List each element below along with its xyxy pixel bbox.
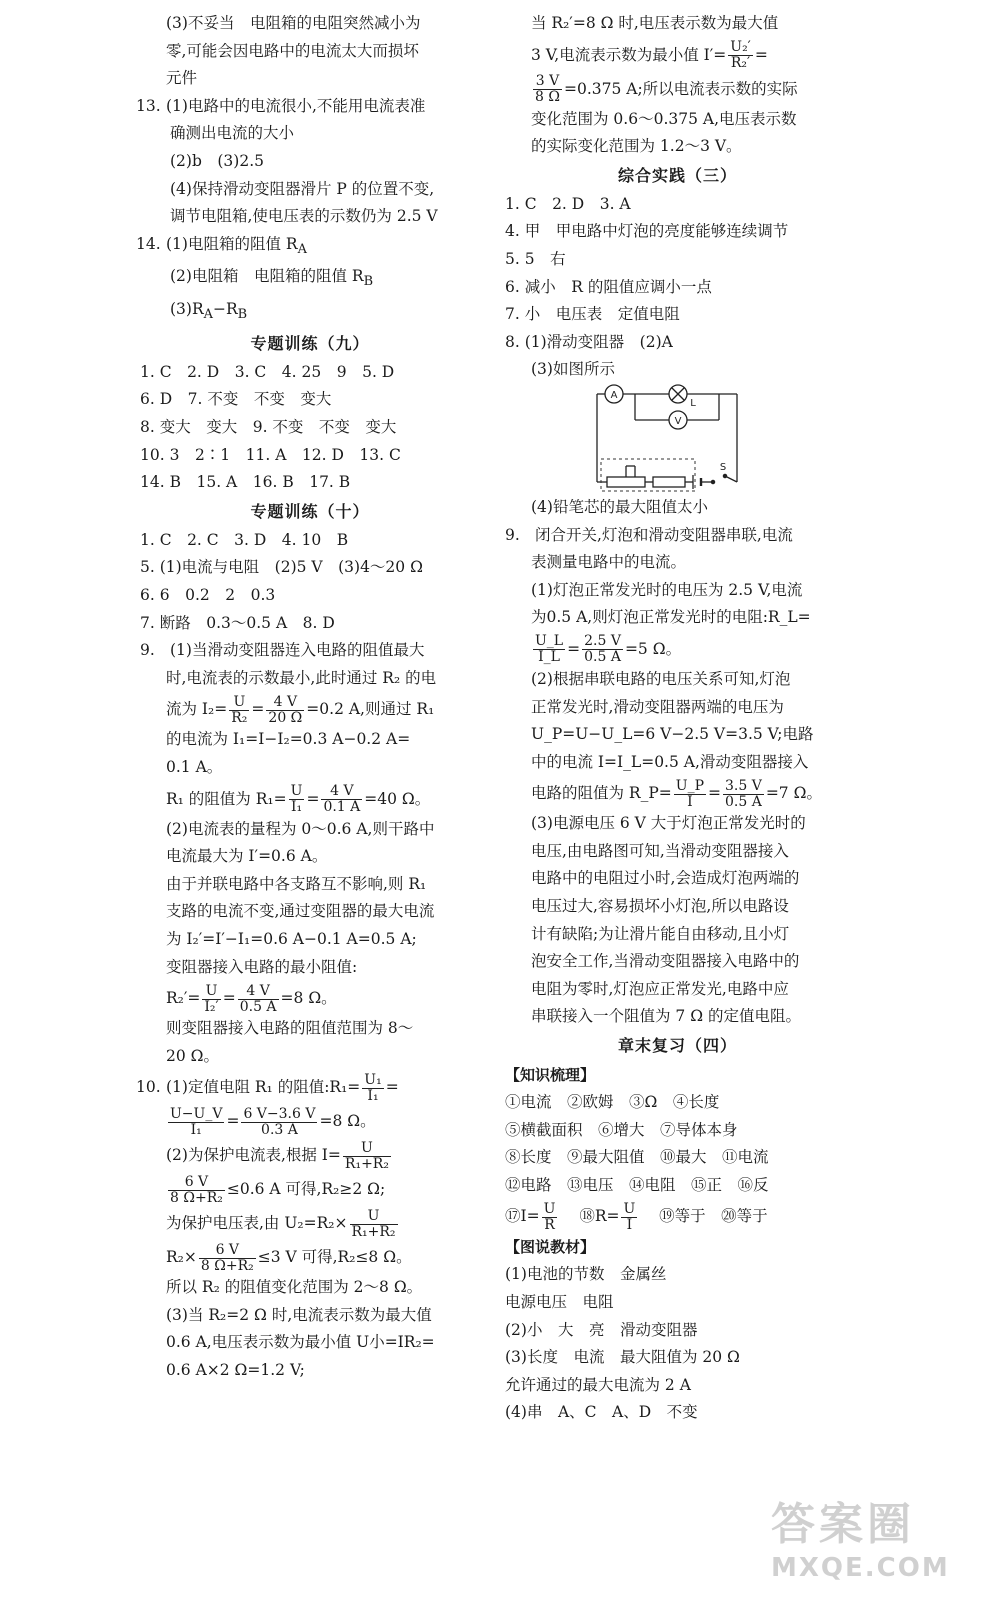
formula-line [140, 1240, 480, 1274]
right-column [505, 10, 850, 1427]
text-line: 由于并联电路中各支路互不影响,则 R₁ [166, 874, 427, 893]
fraction: $\frac{6 V}{\text{8 Ω+R₂}}$ [170, 1173, 223, 1206]
text-line: (3)电源电压 6 V 大于灯泡正常发光时的 [531, 814, 806, 833]
text-line: 0.6 A,电压表示数为最小值 U小=IR₂= [166, 1333, 435, 1352]
text-line [140, 263, 480, 296]
text-segment: 为保护电压表,由 U₂=R₂× [166, 1214, 348, 1233]
subsection-heading: 【图说教材】 [505, 1238, 596, 1257]
subscript: B [363, 274, 374, 290]
text-line: (2)根据串联电路的电压关系可知,灯泡 [531, 669, 791, 688]
text-segment: 流为 I₂= [166, 700, 228, 719]
text-segment: = [306, 789, 320, 808]
fraction: $\frac{U}{\text{R₁+R₂}}$ [351, 1207, 396, 1240]
answer-line: (4)串 A、C A、D 不变 [505, 1403, 698, 1422]
text-line: 零,可能会因电路中的电流太大而损坏 [166, 41, 419, 60]
text-line: 正常发光时,滑动变阻器两端的电压为 [531, 697, 784, 716]
answer-line: 1. C 2. D 3. C 4. 25 9 5. D [140, 362, 395, 381]
text-segment: = [707, 784, 721, 803]
fraction: $\frac{U}{R}$ [543, 1200, 556, 1233]
subscript: B [237, 307, 248, 323]
text-line: 元件 [166, 69, 198, 88]
question-14 [136, 231, 480, 264]
text-line: 闭合开关,灯泡和滑动变阻器串联,电流 [535, 525, 793, 544]
answer-line: 6. D 7. 不变 不变 变大 [140, 390, 332, 409]
text-line: (3)如图所示 [531, 360, 615, 379]
text-segment: (2)为保护电流表,根据 I= [166, 1146, 341, 1165]
question-9-practice [505, 522, 850, 550]
text-segment: = [226, 1112, 240, 1131]
text-line: 时,电流表的示数最小,此时通过 R₂ 的电 [166, 668, 437, 687]
answer-line: 8. (1)滑动变阻器 (2)A [505, 332, 673, 351]
fraction: $\frac{U}{\text{R₂}}$ [231, 693, 248, 726]
text-segment: = [567, 639, 581, 658]
text-line: 电压过大,容易损坏小灯泡,所以电路设 [531, 897, 789, 916]
formula-line [140, 782, 480, 816]
answer-line: 4. 甲 甲电路中灯泡的亮度能够连续调节 [505, 222, 789, 241]
fraction: $\frac{\text{U₂′}}{\text{R₂′}}$ [730, 39, 751, 72]
text-segment: =40 Ω。 [364, 789, 431, 808]
text-segment: (2)电阻箱 电阻箱的阻值 R [170, 267, 364, 286]
formula-line [140, 981, 480, 1015]
fraction: $\frac{3.5 V}{0.5 A}$ [724, 777, 762, 810]
text-segment: −R [212, 300, 238, 319]
answer-line: 5. 5 右 [505, 249, 566, 268]
formula-line [140, 1206, 480, 1240]
answer-line: ⑫电路 ⑬电压 ⑭电阻 ⑮正 ⑯反 [505, 1175, 769, 1194]
answer-line: 6. 减小 R 的阻值应调小一点 [505, 277, 712, 296]
text-segment: = [754, 45, 768, 64]
answer-line: 8. 变大 变大 9. 不变 不变 变大 [140, 418, 397, 436]
text-segment: (3)R [170, 300, 204, 319]
question-number: 14. [136, 234, 161, 253]
formula-line [140, 1104, 480, 1138]
question-10 [136, 1070, 480, 1104]
question-9 [140, 637, 480, 665]
text-line: (1)当滑动变阻器连入电路的阻值最大 [170, 641, 425, 660]
section-heading: 综合实践（三） [617, 165, 737, 185]
text-segment: =5 Ω。 [624, 639, 682, 658]
text-line: (1)灯泡正常发光时的电压为 2.5 V,电流 [531, 580, 803, 599]
answer-line: 5. (1)电流与电阻 (2)5 V (3)4～20 Ω [140, 558, 423, 577]
answer-line: (2)小 大 亮 滑动变阻器 [505, 1320, 698, 1339]
fraction: $\frac{4 V}{0.5 A}$ [239, 982, 277, 1015]
answer-line: 1. C 2. D 3. A [505, 194, 631, 213]
fraction: $\frac{U\_L}{I\_L}$ [535, 633, 564, 666]
text-line: 当 R₂′=8 Ω 时,电压表示数为最大值 [531, 14, 779, 32]
text-segment: =7 Ω。 [765, 784, 822, 803]
formula-line [140, 1172, 480, 1206]
text-segment: 3 V,电流表示数为最小值 I′= [531, 45, 727, 64]
answer-line: 10. 3 2∶1 11. A 12. D 13. C [140, 445, 401, 464]
text-line: 的电流为 I₁=I−I₂=0.3 A−0.2 A= [166, 730, 411, 749]
text-line: 支路的电流不变,通过变阻器的最大电流 [166, 902, 435, 921]
answer-line: (3)长度 电流 最大阻值为 20 Ω [505, 1348, 740, 1367]
text-line: (1)电路中的电流很小,不能用电流表准 [166, 96, 426, 115]
text-line: 电路中的电阻过小时,会造成灯泡两端的 [531, 869, 800, 888]
text-line: 20 Ω。 [166, 1046, 220, 1065]
text-line: (2)电流表的量程为 0～0.6 A,则干路中 [166, 819, 435, 838]
text-segment: ⑱R= [579, 1207, 620, 1226]
section-heading: 专题训练（十） [250, 501, 370, 521]
text-line: 电阻为零时,灯泡应正常发光,电路中应 [531, 979, 789, 998]
text-segment: ⑲等于 ⑳等于 [659, 1207, 768, 1226]
answer-line: 7. 断路 0.3～0.5 A 8. D [140, 613, 335, 632]
text-line: 电压,由电路图可知,当滑动变阻器接入 [531, 841, 789, 860]
subscript: A [297, 241, 307, 257]
ammeter-label: A [610, 389, 618, 401]
text-segment: R₂× [166, 1248, 197, 1267]
answer-line: 7. 小 电压表 定值电阻 [505, 305, 680, 324]
text-line: 所以 R₂ 的阻值变化范围为 2～8 Ω。 [166, 1278, 423, 1297]
fraction: $\frac{U-U\_V}{\text{I₁}}$ [170, 1105, 223, 1138]
text-line: (2)b (3)2.5 [170, 151, 264, 170]
formula-line [505, 72, 850, 106]
circuit-svg [585, 384, 745, 492]
circuit-diagram [505, 384, 850, 494]
answer-line: 允许通过的最大电流为 2 A [505, 1375, 691, 1394]
text-segment: R₂′= [166, 989, 201, 1008]
formula-line [505, 776, 850, 810]
formula-line [505, 632, 850, 666]
fraction: $\frac{U}{\text{R₁+R₂}}$ [344, 1139, 389, 1172]
fraction: $\frac{U\_P}{I}$ [675, 777, 704, 810]
text-line: 则变阻器接入电路的阻值范围为 8～ [166, 1019, 414, 1038]
text-line: 为0.5 A,则灯泡正常发光时的电阻:R_L= [531, 608, 811, 627]
text-segment: R₁ 的阻值为 R₁= [166, 789, 287, 808]
text-line: 调节电阻箱,使电压表的示数仍为 2.5 V [170, 207, 438, 226]
text-line: 为 I₂′=I′−I₁=0.6 A−0.1 A=0.5 A; [166, 929, 417, 948]
fraction: $\frac{U}{\text{I₂′}}$ [204, 982, 219, 1015]
answer-line: ⑤横截面积 ⑥增大 ⑦导体本身 [505, 1120, 738, 1139]
text-line: U_P=U−U_L=6 V−2.5 V=3.5 V;电路 [531, 725, 814, 744]
text-line: (4)保持滑动变阻器滑片 P 的位置不变, [170, 179, 435, 198]
left-column [136, 10, 480, 1385]
fraction: $\frac{U}{I}$ [623, 1200, 636, 1233]
text-line: 变化范围为 0.6～0.375 A,电压表示数 [531, 109, 797, 128]
answer-line: 6. 6 0.2 2 0.3 [140, 585, 276, 604]
switch-label: S [719, 461, 727, 473]
section-heading: 章末复习（四） [617, 1036, 737, 1056]
subscript: A [203, 307, 213, 323]
text-line: 表测量电路中的电流。 [531, 553, 687, 572]
answer-line: 14. B 15. A 16. B 17. B [140, 473, 351, 492]
formula-line [505, 1199, 850, 1233]
fraction: $\frac{6 V-3.6 V}{0.3 A}$ [243, 1105, 316, 1138]
watermark-logo [771, 1497, 981, 1592]
fraction: $\frac{\text{U₁}}{\text{I₁}}$ [364, 1071, 382, 1104]
text-segment: =8 Ω。 [280, 989, 337, 1008]
question-number: 10. [136, 1078, 161, 1097]
answer-line: ⑧长度 ⑨最大阻值 ⑩最大 ⑪电流 [505, 1148, 769, 1167]
question-13 [136, 93, 480, 121]
answer-line: (1)电池的节数 金属丝 [505, 1265, 667, 1284]
text-segment: = [222, 989, 236, 1008]
question-number: 9. [140, 641, 155, 660]
watermark-url: MXQE.COM [771, 1553, 950, 1583]
text-line: (3)不妥当 电阻箱的电阻突然减小为 [166, 14, 421, 32]
section-heading: 专题训练（九） [250, 333, 370, 353]
text-line: (1)电阻箱的阻值 R [166, 234, 298, 253]
subsection-heading: 【知识梳理】 [505, 1066, 596, 1085]
text-segment: ⑰I= [505, 1207, 540, 1226]
text-line: 电流最大为 I′=0.6 A。 [166, 847, 328, 866]
answer-line: ①电流 ②欧姆 ③Ω ④长度 [505, 1093, 720, 1112]
fraction: $\frac{6 V}{\text{8 Ω+R₂}}$ [200, 1241, 254, 1274]
voltmeter-label: V [674, 415, 682, 427]
text-line: 确测出电流的大小 [170, 124, 295, 143]
text-segment: = [385, 1078, 399, 1097]
text-line: 0.1 A。 [166, 757, 223, 776]
text-line: 的实际变化范围为 1.2～3 V。 [531, 137, 742, 156]
fraction: $\frac{4 V}{0.1 A}$ [323, 783, 361, 816]
text-line: (3)当 R₂=2 Ω 时,电流表示数为最大值 [166, 1305, 432, 1324]
text-segment: ≤3 V 可得,R₂≤8 Ω。 [257, 1248, 412, 1267]
lamp-label: L [690, 397, 696, 409]
text-segment: =0.375 A;所以电流表示数的实际 [563, 79, 798, 98]
fraction: $\frac{U}{\text{I₁}}$ [290, 783, 303, 816]
text-line: 中的电流 I=I_L=0.5 A,滑动变阻器接入 [531, 752, 809, 771]
formula-line [140, 692, 480, 726]
text-segment: =8 Ω。 [319, 1112, 376, 1131]
text-line [140, 296, 480, 329]
text-segment: 电路的阻值为 R_P= [531, 784, 672, 803]
answer-line: 1. C 2. C 3. D 4. 10 B [140, 530, 349, 549]
text-line: 变阻器接入电路的最小阻值: [166, 957, 358, 976]
text-line: 计有缺陷;为让滑片能自由移动,且小灯 [531, 924, 790, 943]
watermark-text: 答案圈 [771, 1499, 915, 1550]
text-segment: (1)定值电阻 R₁ 的阻值:R₁= [166, 1078, 361, 1097]
text-line: 0.6 A×2 Ω=1.2 V; [166, 1361, 305, 1380]
fraction: $\frac{3 V}{8 \Omega}$ [535, 73, 560, 106]
question-number: 13. [136, 96, 161, 115]
fraction: $\frac{4 V}{20 \Omega}$ [268, 693, 303, 726]
text-segment: ≤0.6 A 可得,R₂≥2 Ω; [226, 1180, 386, 1199]
formula-line [140, 1138, 480, 1172]
fraction: $\frac{2.5 V}{0.5 A}$ [584, 633, 621, 666]
answer-line: 电源电压 电阻 [505, 1293, 614, 1311]
text-line: 泡安全工作,当滑动变阻器接入电路中的 [531, 952, 800, 971]
text-line: (4)铅笔芯的最大阻值太小 [531, 497, 708, 516]
formula-line [505, 38, 850, 72]
text-segment: = [251, 700, 265, 719]
text-line: 串联接入一个阻值为 7 Ω 的定值电阻。 [531, 1007, 801, 1026]
text-segment: =0.2 A,则通过 R₁ [306, 700, 435, 719]
question-number: 9. [505, 525, 520, 544]
